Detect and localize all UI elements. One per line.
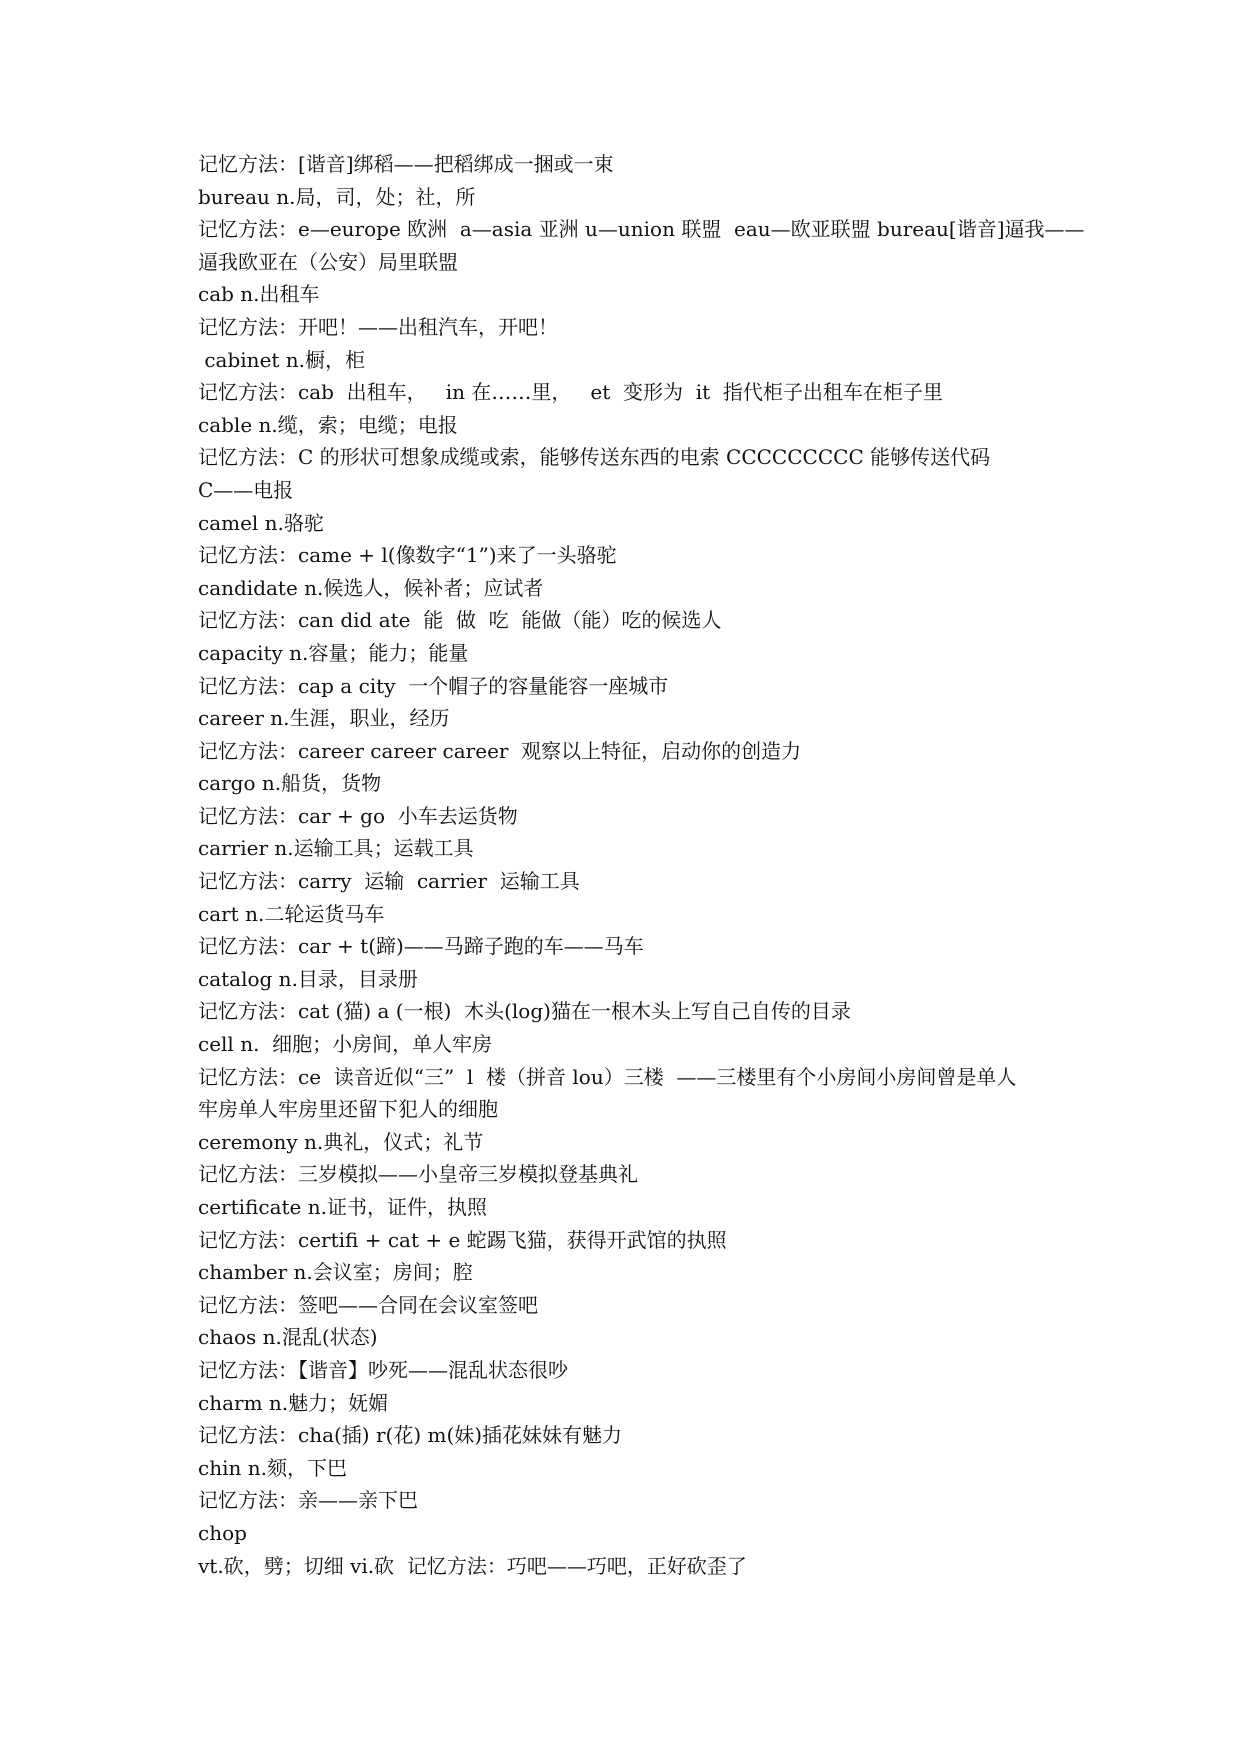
vocab-entry: chamber n.会议室；房间；腔 [198,1260,473,1285]
mnemonic-line: 记忆方法：came + l(像数字“1”)来了一头骆驼 [198,543,617,568]
vocab-entry: career n.生涯，职业，经历 [198,706,450,731]
vocab-entry: capacity n.容量；能力；能量 [198,640,469,665]
vocab-entry: cargo n.船货，货物 [198,771,382,796]
mnemonic-line: 记忆方法：certifi + cat + e 蛇踢飞猫，获得开武馆的执照 [198,1227,727,1252]
vocab-entry: bureau n.局，司，处；社，所 [198,184,476,209]
mnemonic-line: 记忆方法：三岁模拟——小皇帝三岁模拟登基典礼 [198,1162,638,1187]
vocab-entry: cable n.缆，索；电缆；电报 [198,412,458,437]
mnemonic-line: 记忆方法：car + go 小车去运货物 [198,803,518,828]
mnemonic-line: 记忆方法：e—europe 欧洲 a—asia 亚洲 u—union 联盟 eau—欧亚联盟 bureau[谐音]逼我—— [198,217,1085,242]
mnemonic-line: 记忆方法：career career career 观察以上特征，启动你的创造力 [198,738,802,763]
mnemonic-line: 记忆方法：cab 出租车， in 在……里， et 变形为 it 指代柜子出租车在柜子里 [198,380,943,405]
mnemonic-line-continuation: 逼我欧亚在（公安）局里联盟 [198,249,458,274]
mnemonic-line: 记忆方法：亲——亲下巴 [198,1488,418,1513]
mnemonic-line-continuation: C——电报 [198,477,294,502]
vocab-entry: chaos n.混乱(状态) [198,1325,378,1350]
mnemonic-line: 记忆方法：carry 运输 carrier 运输工具 [198,869,580,894]
vocab-entry: catalog n.目录，目录册 [198,966,418,991]
mnemonic-line: 记忆方法：[谐音]绑稻——把稻绑成一捆或一束 [198,152,614,176]
document-page [198,148,1085,1582]
mnemonic-line-continuation: 牢房单人牢房里还留下犯人的细胞 [198,1097,498,1122]
vocab-entry: cart n.二轮运货马车 [198,901,385,926]
vocab-entry: chin n.颏，下巴 [198,1455,347,1480]
vocab-entry: cab n.出租车 [198,282,320,307]
mnemonic-line: 记忆方法：签吧——合同在会议室签吧 [198,1292,538,1317]
mnemonic-line: 记忆方法：C 的形状可想象成缆或索，能够传送东西的电索 CCCCCCCCC 能够传送代码 [198,445,991,470]
mnemonic-line: 记忆方法：开吧！——出租汽车，开吧！ [198,314,558,339]
vocab-entry-with-mnemonic: vt.砍，劈；切细 vi.砍 记忆方法：巧吧——巧吧，正好砍歪了 [198,1553,747,1578]
mnemonic-line: 记忆方法：can did ate 能 做 吃 能做（能）吃的候选人 [198,608,722,633]
vocab-entry: chop [198,1520,247,1545]
mnemonic-line: 记忆方法：【谐音】吵死——混乱状态很吵 [198,1357,568,1382]
mnemonic-line: 记忆方法：cha(插) r(花) m(妹)插花妹妹有魅力 [198,1423,623,1448]
vocab-entry: cell n. 细胞；小房间，单人牢房 [198,1032,493,1057]
vocab-entry: cabinet n.橱，柜 [198,347,366,372]
vocab-entry: carrier n.运输工具；运载工具 [198,836,474,861]
vocab-entry: charm n.魅力；妩媚 [198,1390,389,1415]
vocab-entry: candidate n.候选人，候补者；应试者 [198,575,544,600]
mnemonic-line: 记忆方法：car + t(蹄)——马蹄子跑的车——马车 [198,934,644,959]
vocab-entry: ceremony n.典礼，仪式；礼节 [198,1129,484,1154]
vocab-entry: certificate n.证书，证件，执照 [198,1195,487,1219]
mnemonic-line: 记忆方法：cat (猫) a (一根) 木头(log)猫在一根木头上写自己自传的目录 [198,999,851,1024]
mnemonic-line: 记忆方法：cap a city 一个帽子的容量能容一座城市 [198,673,669,698]
vocab-entry: camel n.骆驼 [198,510,324,535]
mnemonic-line: 记忆方法：ce 读音近似“三” l 楼（拼音 lou）三楼 ——三楼里有个小房间小房间曾是单人 [198,1064,1017,1089]
